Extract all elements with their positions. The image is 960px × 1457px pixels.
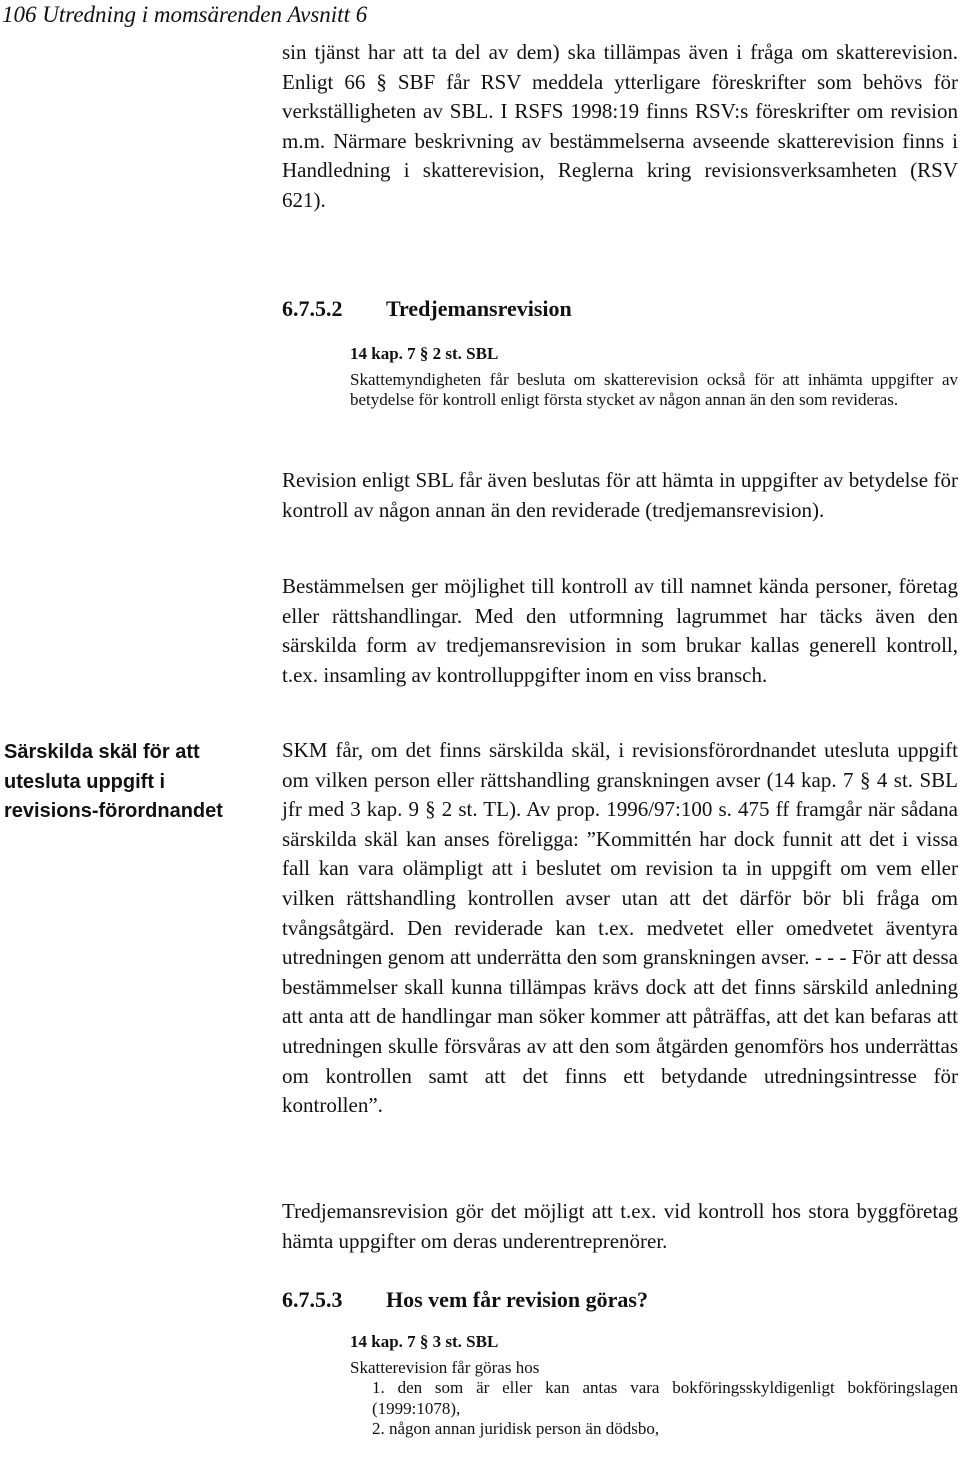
intro-paragraph: sin tjänst har att ta del av dem) ska tillämpas även i fråga om skatterevision. Enligt 66 § SBF får RSV meddela ytterligare föreskrifter som behövs för verkställigheten av SBL. I RSFS 1998:19 finns RSV:s föreskrifter om revision m.m. Närmare beskrivning av bestämmelserna avseende skatterevision finns i Handledning i skatterevision, Reglerna kring revisionsverksamheten (RSV 621).	[282, 40, 958, 212]
list-item: 1. den som är eller kan antas vara bokföringsskyldigenligt bokföringslagen (1999:1078),	[372, 1378, 958, 1418]
section-heading-hos-vem	[282, 1287, 648, 1313]
law-quote-14-7-3	[350, 1332, 958, 1440]
law-list	[350, 1378, 958, 1440]
paragraph-skm: SKM får, om det finns särskilda skäl, i revisionsförordnandet utesluta uppgift om vilken person eller rättshandling granskningen avser (14 kap. 7 § 4 st. SBL jfr med 3 kap. 9 § 2 st. TL). Av prop. 1996/97:100 s. 475 ff framgår när sådana särskilda skäl kan anses föreligga: ”Kommittén har dock funnit att det i vissa fall kan vara olämpligt att i beslutet om revision ta in uppgift om vem eller vilken rättshandling kontrollen avser utan att det därför bör bli fråga om tvångsåtgärd. Den reviderade kan t.ex. medvetet eller omedvetet äventyra utredningen genom att underrätta den som granskningen avser. - - - För att dessa bestämmelser skall kunna tillämpas krävs dock att det finns särskild anledning att anta att de handlingar man söker kommer att påträffas, att det kan befaras att utredningen skulle försvåras av att den som åtgärden genomförs hos underrättas om kontrollen samt att det finns ett betydande utredningsintresse för kontrollen”.	[282, 738, 958, 1118]
margin-note: Särskilda skäl för att utesluta uppgift i revisions-förordnandet	[4, 741, 223, 822]
law-text: Skattemyndigheten får besluta om skatterevision också för att inhämta uppgifter av betydelse för kontroll enligt första stycket av någon annan än den som revideras.	[350, 369, 958, 409]
section-number: 6.7.5.2	[282, 296, 343, 321]
section-title: Hos vem får revision göras?	[386, 1287, 648, 1312]
law-reference: 14 kap. 7 § 3 st. SBL	[350, 1332, 499, 1351]
law-text: Skatterevision får göras hos	[350, 1357, 540, 1377]
section-heading-tredjemansrevision	[282, 296, 572, 322]
section-number: 6.7.5.3	[282, 1287, 343, 1312]
law-quote-14-7-2	[350, 344, 958, 411]
page-header: 106 Utredning i momsärenden Avsnitt 6	[2, 2, 368, 27]
section-title: Tredjemansrevision	[386, 296, 572, 321]
paragraph-tredjemansrevision: Revision enligt SBL får även beslutas för att hämta in uppgifter av betydelse för kontroll av någon annan än den reviderade (tredjemansrevision).	[282, 468, 958, 522]
list-item: 2. någon annan juridisk person än dödsbo,	[372, 1419, 660, 1438]
paragraph-bestammelsen: Bestämmelsen ger möjlighet till kontroll av till namnet kända personer, företag eller rättshandlingar. Med den utformning lagrummet har täcks även den särskilda form av tredjemansrevision in som brukar kallas generell kontroll, t.ex. insamling av kontrolluppgifter inom en viss bransch.	[282, 574, 958, 687]
paragraph-byggforetag: Tredjemansrevision gör det möjligt att t.ex. vid kontroll hos stora byggföretag hämta uppgifter om deras underentreprenörer.	[282, 1199, 958, 1253]
law-reference: 14 kap. 7 § 2 st. SBL	[350, 344, 499, 363]
